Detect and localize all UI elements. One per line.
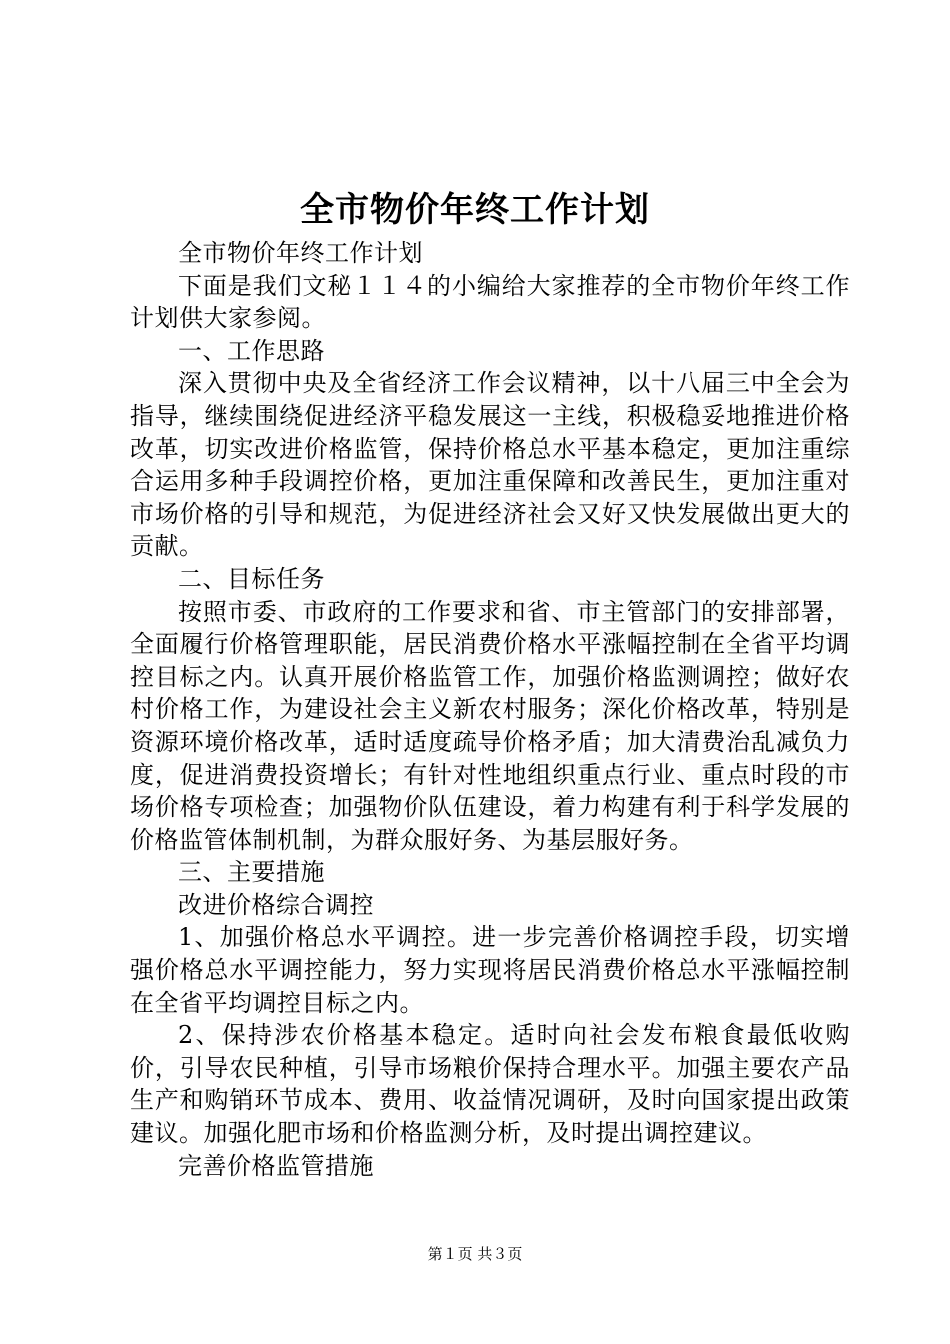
section-heading-2: 二、目标任务 (178, 564, 325, 593)
paragraph-heading-repeat: 全市物价年终工作计划 (178, 239, 423, 267)
paragraph-goals: 按照市委、市政府的工作要求和省、市主管部门的安排部署，全面履行价格管理职能，居民消费价格水平涨幅控制在全省平均调控目标之内。认真开展价格监管工作，加强价格监测调控；做好农村价格工作，为建设社会主义新农村服务；深化价格改革，特别是资源环境价格改革，适时适度疏导价格矛盾；加大清费治乱减负力度，促进消费投资增长；有针对性地组织重点行业、重点时段的市场价格专项检查；加强物价队伍建设，着力构建有利于科学发展的价格监管体制机制，为群众服好务、为基层服好务。 (130, 597, 850, 854)
paragraph-item-1: 1、加强价格总水平调控。进一步完善价格调控手段，切实增强价格总水平调控能力，努力实现将居民消费价格总水平涨幅控制在全省平均调控目标之内。 (130, 923, 850, 1017)
subheading-price-control: 改进价格综合调控 (178, 890, 374, 919)
paragraph-intro: 下面是我们文秘１１４的小编给大家推荐的全市物价年终工作计划供大家参阅。 (130, 271, 850, 333)
document-body (130, 237, 850, 1182)
document-title: 全市物价年终工作计划 (300, 190, 650, 230)
section-heading-3: 三、主要措施 (178, 858, 325, 887)
page-footer: 第１页 共３页 (427, 1245, 523, 1263)
subheading-price-supervision: 完善价格监管措施 (178, 1151, 374, 1180)
section-heading-1: 一、工作思路 (178, 336, 325, 365)
paragraph-work-ideas: 深入贯彻中央及全省经济工作会议精神，以十八届三中全会为指导，继续围绕促进经济平稳发展这一主线，积极稳妥地推进价格改革，切实改进价格监管，保持价格总水平基本稳定，更加注重综合运用多种手段调控价格，更加注重保障和改善民生，更加注重对市场价格的引导和规范，为促进经济社会又好又快发展做出更大的贡献。 (130, 369, 850, 561)
paragraph-item-2: 2、保持涉农价格基本稳定。适时向社会发布粮食最低收购价，引导农民种植，引导市场粮价保持合理水平。加强主要农产品生产和购销环节成本、费用、收益情况调研，及时向国家提出政策建议。加强化肥市场和价格监测分析，及时提出调控建议。 (130, 1021, 850, 1148)
